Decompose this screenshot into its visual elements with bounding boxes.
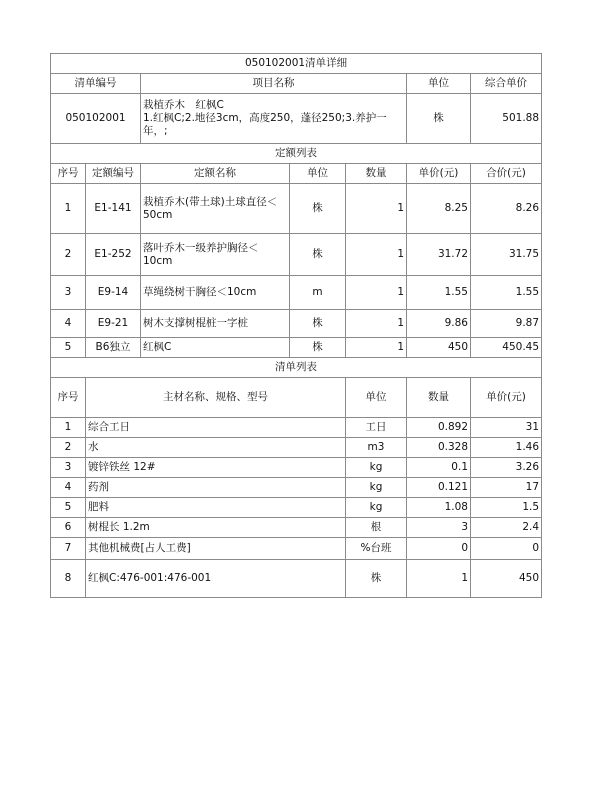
material-price: 3.26: [471, 458, 542, 478]
quota-qty: 1: [346, 276, 407, 310]
material-unit: 株: [346, 560, 407, 598]
material-row: [51, 560, 542, 598]
quota-total: 9.87: [471, 310, 542, 338]
page-title: 050102001清单详细: [51, 54, 542, 74]
material-name: 水: [86, 438, 346, 458]
quota-no: 2: [51, 234, 86, 276]
quota-header-row: [51, 164, 542, 184]
quota-unit: 株: [290, 338, 346, 358]
quota-unit: 株: [290, 184, 346, 234]
quota-total: 1.55: [471, 276, 542, 310]
bill-row: [51, 94, 542, 144]
quota-unit: 株: [290, 310, 346, 338]
quota-price-header: 单价(元): [407, 164, 471, 184]
material-row: [51, 498, 542, 518]
quota-total: 450.45: [471, 338, 542, 358]
material-row: [51, 518, 542, 538]
material-name: 镀锌铁丝 12#: [86, 458, 346, 478]
quota-total: 31.75: [471, 234, 542, 276]
quota-code: E1-252: [86, 234, 141, 276]
quota-name-header: 定额名称: [141, 164, 290, 184]
material-no: 6: [51, 518, 86, 538]
quota-unit: 株: [290, 234, 346, 276]
material-no: 1: [51, 418, 86, 438]
quota-price: 1.55: [407, 276, 471, 310]
material-price: 450: [471, 560, 542, 598]
material-row: [51, 438, 542, 458]
quota-no: 1: [51, 184, 86, 234]
quota-section-title: 定额列表: [51, 144, 542, 164]
material-price: 31: [471, 418, 542, 438]
bill-unit-header: 单位: [407, 74, 471, 94]
quota-row: [51, 310, 542, 338]
quota-code: E9-21: [86, 310, 141, 338]
material-section-title: 清单列表: [51, 358, 542, 378]
material-qty: 1: [407, 560, 471, 598]
quota-name: 红枫C: [141, 338, 290, 358]
material-price: 1.5: [471, 498, 542, 518]
material-qty: 0.1: [407, 458, 471, 478]
material-qty: 3: [407, 518, 471, 538]
material-price: 17: [471, 478, 542, 498]
material-price: 1.46: [471, 438, 542, 458]
quota-qty: 1: [346, 310, 407, 338]
material-qty: 0: [407, 538, 471, 560]
material-row: [51, 538, 542, 560]
quota-no: 3: [51, 276, 86, 310]
material-name: 其他机械费[占人工费]: [86, 538, 346, 560]
bill-name: [141, 94, 407, 144]
material-unit: 工日: [346, 418, 407, 438]
quota-section-row: [51, 144, 542, 164]
material-qty: 0.892: [407, 418, 471, 438]
quota-price: 450: [407, 338, 471, 358]
bill-name-header: 项目名称: [141, 74, 407, 94]
quota-name: 落叶乔木一级养护胸径＜10cm: [141, 234, 290, 276]
material-header-row: [51, 378, 542, 418]
material-section-row: [51, 358, 542, 378]
material-price-header: 单价(元): [471, 378, 542, 418]
quota-qty: 1: [346, 338, 407, 358]
quota-price: 8.25: [407, 184, 471, 234]
material-unit: kg: [346, 498, 407, 518]
material-qty: 0.121: [407, 478, 471, 498]
bill-unit-price-header: 综合单价: [471, 74, 542, 94]
quota-total-header: 合价(元): [471, 164, 542, 184]
quota-row: [51, 234, 542, 276]
material-price: 2.4: [471, 518, 542, 538]
material-name: 树棍长 1.2m: [86, 518, 346, 538]
quota-total: 8.26: [471, 184, 542, 234]
quota-code: E9-14: [86, 276, 141, 310]
material-qty: 0.328: [407, 438, 471, 458]
material-unit: kg: [346, 458, 407, 478]
bill-code: 050102001: [51, 94, 141, 144]
bill-header-row: [51, 74, 542, 94]
material-row: [51, 458, 542, 478]
quota-qty-header: 数量: [346, 164, 407, 184]
quota-name: 树木支撑树棍桩一字桩: [141, 310, 290, 338]
material-no: 3: [51, 458, 86, 478]
quota-qty: 1: [346, 234, 407, 276]
quota-code: E1-141: [86, 184, 141, 234]
bill-code-header: 清单编号: [51, 74, 141, 94]
material-no: 7: [51, 538, 86, 560]
material-unit: m3: [346, 438, 407, 458]
material-no: 5: [51, 498, 86, 518]
bill-unit-price: 501.88: [471, 94, 542, 144]
material-qty: 1.08: [407, 498, 471, 518]
material-price: 0: [471, 538, 542, 560]
material-no: 2: [51, 438, 86, 458]
material-no: 8: [51, 560, 86, 598]
material-row: [51, 478, 542, 498]
title-row: [51, 54, 542, 74]
material-unit: %台班: [346, 538, 407, 560]
quota-code: B6独立: [86, 338, 141, 358]
quota-row: [51, 184, 542, 234]
material-unit: kg: [346, 478, 407, 498]
bill-unit: 株: [407, 94, 471, 144]
quota-name: 草绳绕树干胸径＜10cm: [141, 276, 290, 310]
quota-no: 5: [51, 338, 86, 358]
quota-no-header: 序号: [51, 164, 86, 184]
quota-row: [51, 276, 542, 310]
material-row: [51, 418, 542, 438]
material-qty-header: 数量: [407, 378, 471, 418]
material-name: 肥料: [86, 498, 346, 518]
material-no: 4: [51, 478, 86, 498]
quota-unit-header: 单位: [290, 164, 346, 184]
bill-name-line2: 1.红枫C;2.地径3cm，高度250，蓬径250;3.养护一年，;: [143, 112, 387, 137]
bill-name-line1: 栽植乔木 红枫C: [143, 99, 224, 111]
quota-price: 31.72: [407, 234, 471, 276]
bill-detail-table: [50, 53, 542, 598]
quota-code-header: 定额编号: [86, 164, 141, 184]
material-name-header: 主材名称、规格、型号: [86, 378, 346, 418]
quota-unit: m: [290, 276, 346, 310]
material-name: 红枫C:476-001:476-001: [86, 560, 346, 598]
material-name: 综合工日: [86, 418, 346, 438]
quota-row: [51, 338, 542, 358]
quota-no: 4: [51, 310, 86, 338]
material-no-header: 序号: [51, 378, 86, 418]
material-name: 药剂: [86, 478, 346, 498]
quota-name: 栽植乔木(带土球)土球直径＜50cm: [141, 184, 290, 234]
quota-price: 9.86: [407, 310, 471, 338]
quota-qty: 1: [346, 184, 407, 234]
material-unit-header: 单位: [346, 378, 407, 418]
material-unit: 根: [346, 518, 407, 538]
